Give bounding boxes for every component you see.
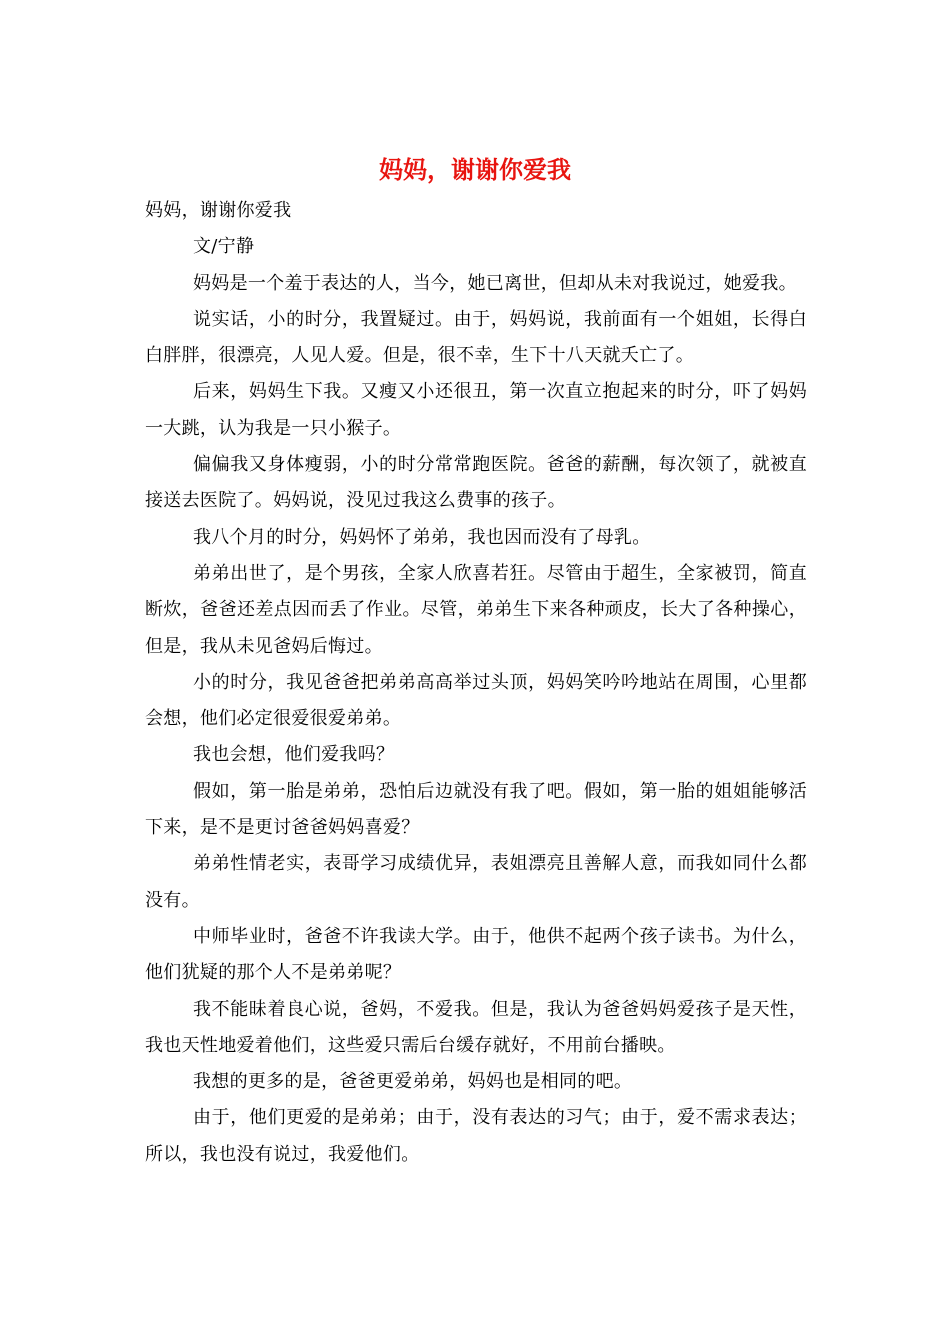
paragraph: 后来，妈妈生下我。又瘦又小还很丑，第一次直立抱起来的时分，吓了妈妈一大跳，认为我是一只小猴子。 — [145, 381, 807, 439]
paragraph: 弟弟性情老实，表哥学习成绩优异，表姐漂亮且善解人意，而我如同什么都没有。 — [145, 853, 807, 911]
subtitle-line: 妈妈，谢谢你爱我 — [145, 200, 292, 221]
paragraph: 中师毕业时，爸爸不许我读大学。由于，他供不起两个孩子读书。为什么，他们犹疑的那个人不是弟弟呢？ — [145, 925, 807, 984]
paragraph: 我想的更多的是，爸爸更爱弟弟，妈妈也是相同的吧。 — [193, 1071, 633, 1093]
paragraph: 我也会想，他们爱我吗？ — [193, 744, 395, 766]
document-body — [145, 193, 807, 1173]
document-title: 妈妈，谢谢你爱我 — [379, 156, 571, 184]
paragraph: 妈妈是一个羞于表达的人，当今，她已离世，但却从未对我说过，她爱我。 — [193, 272, 797, 294]
paragraph: 我八个月的时分，妈妈怀了弟弟，我也因而没有了母乳。 — [193, 526, 651, 548]
paragraph: 偏偏我又身体瘦弱，小的时分常常跑医院。爸爸的薪酬，每次领了，就被直接送去医院了。妈妈说，没见过我这么费事的孩子。 — [145, 454, 807, 512]
author-line: 文/宁静 — [193, 236, 255, 258]
paragraph: 假如，第一胎是弟弟，恐怕后边就没有我了吧。假如，第一胎的姐姐能够活下来，是不是更讨爸爸妈妈喜爱？ — [145, 780, 807, 839]
paragraph: 我不能昧着良心说，爸妈，不爱我。但是，我认为爸爸妈妈爱孩子是天性，我也天性地爱着他们，这些爱只需后台缓存就好，不用前台播映。 — [145, 998, 807, 1056]
paragraph: 由于，他们更爱的是弟弟；由于，没有表达的习气；由于，爱不需求表达；所以，我也没有说过，我爱他们。 — [145, 1107, 807, 1165]
paragraph: 弟弟出世了，是个男孩，全家人欣喜若狂。尽管由于超生，全家被罚，简直断炊，爸爸还差点因而丢了作业。尽管，弟弟生下来各种顽皮，长大了各种操心，但是，我从未见爸妈后悔过。 — [145, 562, 807, 657]
paragraph: 说实话，小的时分，我置疑过。由于，妈妈说，我前面有一个姐姐，长得白白胖胖，很漂亮，人见人爱。但是，很不幸，生下十八天就夭亡了。 — [145, 308, 807, 367]
paragraph: 小的时分，我见爸爸把弟弟高高举过头顶，妈妈笑吟吟地站在周围，心里都会想，他们必定很爱很爱弟弟。 — [145, 671, 807, 730]
